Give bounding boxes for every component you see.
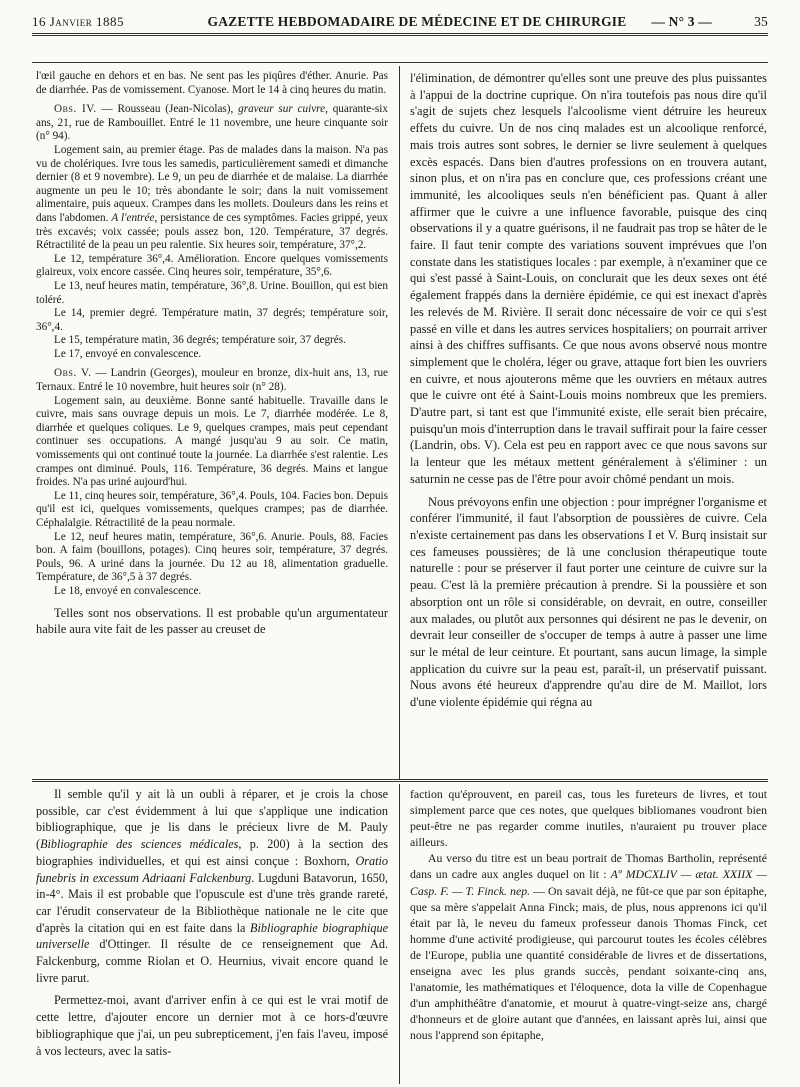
column-left-bottom	[36, 786, 388, 1086]
paragraph: Nous prévoyons enfin une objection : pour imprégner l'organisme et conférer l'immunité, il faut l'absorption de poussières de cuivre. Cela n'existe certainement pas dans les observations I et V. Burq insistait sur ces fameuses poussières; de là une conclusion thérapeutique toute naturelle : pour se préserver il faut porter une ceinture de cuivre sur la peau. C'est là la première précaution à prendre. Si la poussière et son absorption ont un rôle si considérable, on devrait, en outre, conseiller aux malades, ou plutôt aux personnes qui désirent ne pas le devenir, on devrait leur conseiller de s'occuper de temps à autre à passer une lime sur le métal de leur ceinture. Et pourtant, sans aucun limage, la simple application du cuivre sur la peau est, paraît-il, un préservatif puissant. Nous avons été heureux d'apprendre qu'au dire de M. Maillot, lors d'une violente épidémie qui régna au	[410, 494, 767, 710]
journal-title: GAZETTE HEBDOMADAIRE DE MÉDECINE ET DE CHIRURGIE	[207, 14, 627, 29]
column-separator-top	[399, 66, 400, 780]
paragraph: Le 11, cinq heures soir, température, 36°,4. Pouls, 104. Facies bon. Depuis qu'il est ici, quelques vomissements, quelques crampes; pas de diarrhée. Céphalalgie. Rétractilité de la peau normale.	[36, 489, 388, 529]
issue-number: — N° 3 —	[651, 14, 712, 29]
header-rule	[32, 33, 768, 36]
paragraph: Le 12, neuf heures matin, température, 36°,6. Anurie. Pouls, 88. Facies bon. A faim (bouillons, potages). Cinq heures soir, température, 37 degrés. Pouls, 96. A uriné dans la journée. Du 12 au 18, alimentation graduelle. Température, de 36°,5 à 37 degrés.	[36, 530, 388, 584]
section-rule	[32, 779, 768, 782]
paragraph: l'élimination, de démontrer qu'elles sont une preuve des plus puissantes à l'appui de la doctrine cuprique. On n'ira toutefois pas nous dire qu'il s'agit de sujets chez lesquels l'alcoolisme vient détruire les heureux effets du cuivre. Un de nos cinq malades est un alcoolique renforcé, mais trois autres sont sobres, le dernier se livre seulement à quelques excès espacés. Dans bien d'autres professions on en trouvera autant, sinon plus, et on n'ira pas en conclure que, ces professions créant une immunité, les alcooliques seuls n'en bénéficient pas. Quant à aller affirmer que le cuivre a une influence favorable, puisque des cinq observations il y a quatre guérisons, il ne faudrait pas trop se hâter de le faire. Il faut tenir compte des variations souvent imprévues que l'on constate dans les statistiques locales : par exemple, à n'examiner que ce qui s'est passé à Saint-Louis, on conclurait que les deux sexes ont été également frappés dans la dernière épidémie, ce qui est inexact d'après les relevés de M. Rivière. Il serait donc nécessaire de voir ce qui s'est passé en ville et dans les autres services hospitaliers; on pourrait arriver ainsi à des chiffres suffisants. Ce que nous avons observé nous montre simplement que le choléra, léger ou grave, attaque fort bien les ouvriers en cuivre, et nous ajouterons même que les ouvriers en métaux autres que le cuivre ont été à Saint-Louis moins nombreux que les premiers. D'autre part, si tant est que l'immunité existe, elle serait bien précaire, puisqu'un mois d'interruption dans le travail suffirait pour la faire cesser (Landrin, obs. V). Cela est peu en rapport avec ce que nous savons sur la lenteur que les métaux mettent généralement à s'éliminer : un saturnin ne cesse pas de l'être pour avoir chômé pendant un mois.	[410, 71, 767, 486]
top-rule	[32, 62, 768, 63]
paragraph: Logement sain, au premier étage. Pas de malades dans la maison. N'a pas vu de cholériques. Ivre tous les samedis, particulièrement samedi et dimanche dernier (8 et 9 novembre). Le 9, un peu de diarrhée et de malaise. La diarrhée augmente un peu le 10; très abondante le soir; dans la nuit vomissement alimentaire, puis aqueux. Crampes dans les mollets. Douleurs dans les reins et dans l'abdomen. A l'entrée, persistance de ces symptômes. Facies grippé, yeux très excavés; voix cassée; pouls assez bon, 120. Température, 37 degrés. Rétractilité de la peau un peu ralentie. Six heures soir, température, 37°,2.	[36, 143, 388, 252]
paragraph: faction qu'éprouvent, en pareil cas, tous les fureteurs de livres, et tout simplement parce que ces notes, que quelques bibliomanes voudront bien peut-être ne pas regarder comme inutiles, n'auraient pu trouver place ailleurs.	[410, 787, 767, 850]
paragraph: l'œil gauche en dehors et en bas. Ne sent pas les piqûres d'éther. Anurie. Pas de diarrhée. Pas de vomissement. Cyanose. Mort le 14 à cinq heures du matin.	[36, 70, 388, 96]
column-left-top	[36, 70, 388, 776]
observation-heading: Obs. V. — Landrin (Georges), mouleur en bronze, dix-huit ans, 13, rue Ternaux. Entré le 10 novembre, huit heures soir (n° 28).	[36, 367, 388, 394]
obs-label: Obs. IV.	[54, 103, 97, 116]
obs-label: Obs. V.	[54, 367, 92, 380]
paragraph: Permettez-moi, avant d'arriver enfin à ce qui est le vrai motif de cette lettre, d'ajouter encore un dernier mot à ce hors-d'œuvre bibliographique que j'ai, un peu subrepticement, j'en fais l'aveu, imposé à vos lecteurs, avec la satis-	[36, 993, 388, 1058]
paragraph: Telles sont nos observations. Il est probable qu'un argumentateur habile aura vite fait de les passer au creuset de	[36, 605, 388, 637]
paragraph: Le 14, premier degré. Température matin, 37 degrés; température soir, 36°,4.	[36, 307, 388, 333]
column-right-top	[410, 70, 767, 776]
issue-date: 16 Janvier 1885	[32, 14, 125, 29]
column-separator-bottom	[399, 784, 400, 1084]
paragraph: Le 13, neuf heures matin, température, 36°,8. Urine. Bouillon, qui est bien toléré.	[36, 279, 388, 306]
page-header	[32, 6, 768, 30]
paragraph: Logement sain, au deuxième. Bonne santé habituelle. Travaille dans le cuivre, mais sans ouvrage depuis un mois. Le 7, diarrhée modérée. Le 8, diarrhée et quelques coliques. Le 9, quelques crampes, mais peut cependant continuer ses occupations. A mangé jusqu'au 9 au soir. Ce matin, vomissements qui ont continué toute la journée. La diarrhée s'est ralentie. Les crampes ont diminué. Pouls, 116. Température, 36 degrés. Mains et langue froides. N'a pas uriné aujourd'hui.	[36, 394, 388, 489]
paragraph: Il semble qu'il y ait là un oubli à réparer, et je crois la chose possible, car c'est évidemment à lui que s'applique une indication bibliographique, que je lis dans le précieux livre de M. Pauly (Bibliographie des sciences médicales, p. 200) à la section des biographies individuelles, et qui est ainsi conçue : Boxhorn, Oratio funebris in excessum Adriaani Falckenburg. Lugduni Batavorun, 1650, in-4°. Mais il est probable que l'opuscule est d'une très grande rareté, car l'érudit conservateur de la Bibliothèque nationale ne le cite que d'après la citation qui en est faite dans la Bibliographie biographique universelle d'Ottinger. Il résulte de ce renseignement que Ad. Falckenburg, comme Riolan et O. Heurnius, vivait encore quand le livre parut.	[36, 787, 388, 985]
paragraph: Le 12, température 36°,4. Amélioration. Encore quelques vomissements glaireux, voix encore cassée. Cinq heures soir, température, 35°,6.	[36, 252, 388, 279]
page-number: 35	[754, 14, 768, 29]
paragraph: Le 15, température matin, 36 degrés; température soir, 37 degrés.	[54, 334, 346, 347]
column-right-bottom	[410, 786, 767, 1086]
observation-heading: Obs. IV. — Rousseau (Jean-Nicolas), graveur sur cuivre, quarante-six ans, 21, rue de Rambouillet. Entré le 11 novembre, une heure cinquante soir (n° 94).	[36, 103, 388, 143]
paragraph: Au verso du titre est un beau portrait de Thomas Bartholin, représenté dans un cadre aux angles duquel on lit : Aº MDCXLIV — ætat. XXIIX — Casp. F. — T. Finck. nep. — On savait déjà, ne fût-ce que par son épitaphe, que sa mère s'appelait Anna Finck; mais, de plus, nous apprenons ici qu'il était par là, le neveu du fameux professeur danois Thomas Finck, cet homme d'une activité prodigieuse, qui parcourut toutes les écoles célèbres de l'Europe, publia une quantité considérable de livres et de dissertations, enseigna avec les plus grands succès, pendant soixante-cinq ans, l'anatomie, les mathématiques et l'éloquence, dota la ville de Copenhague d'un amphithéâtre d'anatomie, et mourut à quatre-vingt-seize ans, chargé d'honneurs et de gloire autant que d'années, en laissant après lui, ainsi que nous l'apprend son épitaphe,	[410, 851, 767, 1043]
paragraph: Le 18, envoyé en convalescence.	[54, 584, 202, 597]
paragraph: Le 17, envoyé en convalescence.	[54, 347, 202, 360]
